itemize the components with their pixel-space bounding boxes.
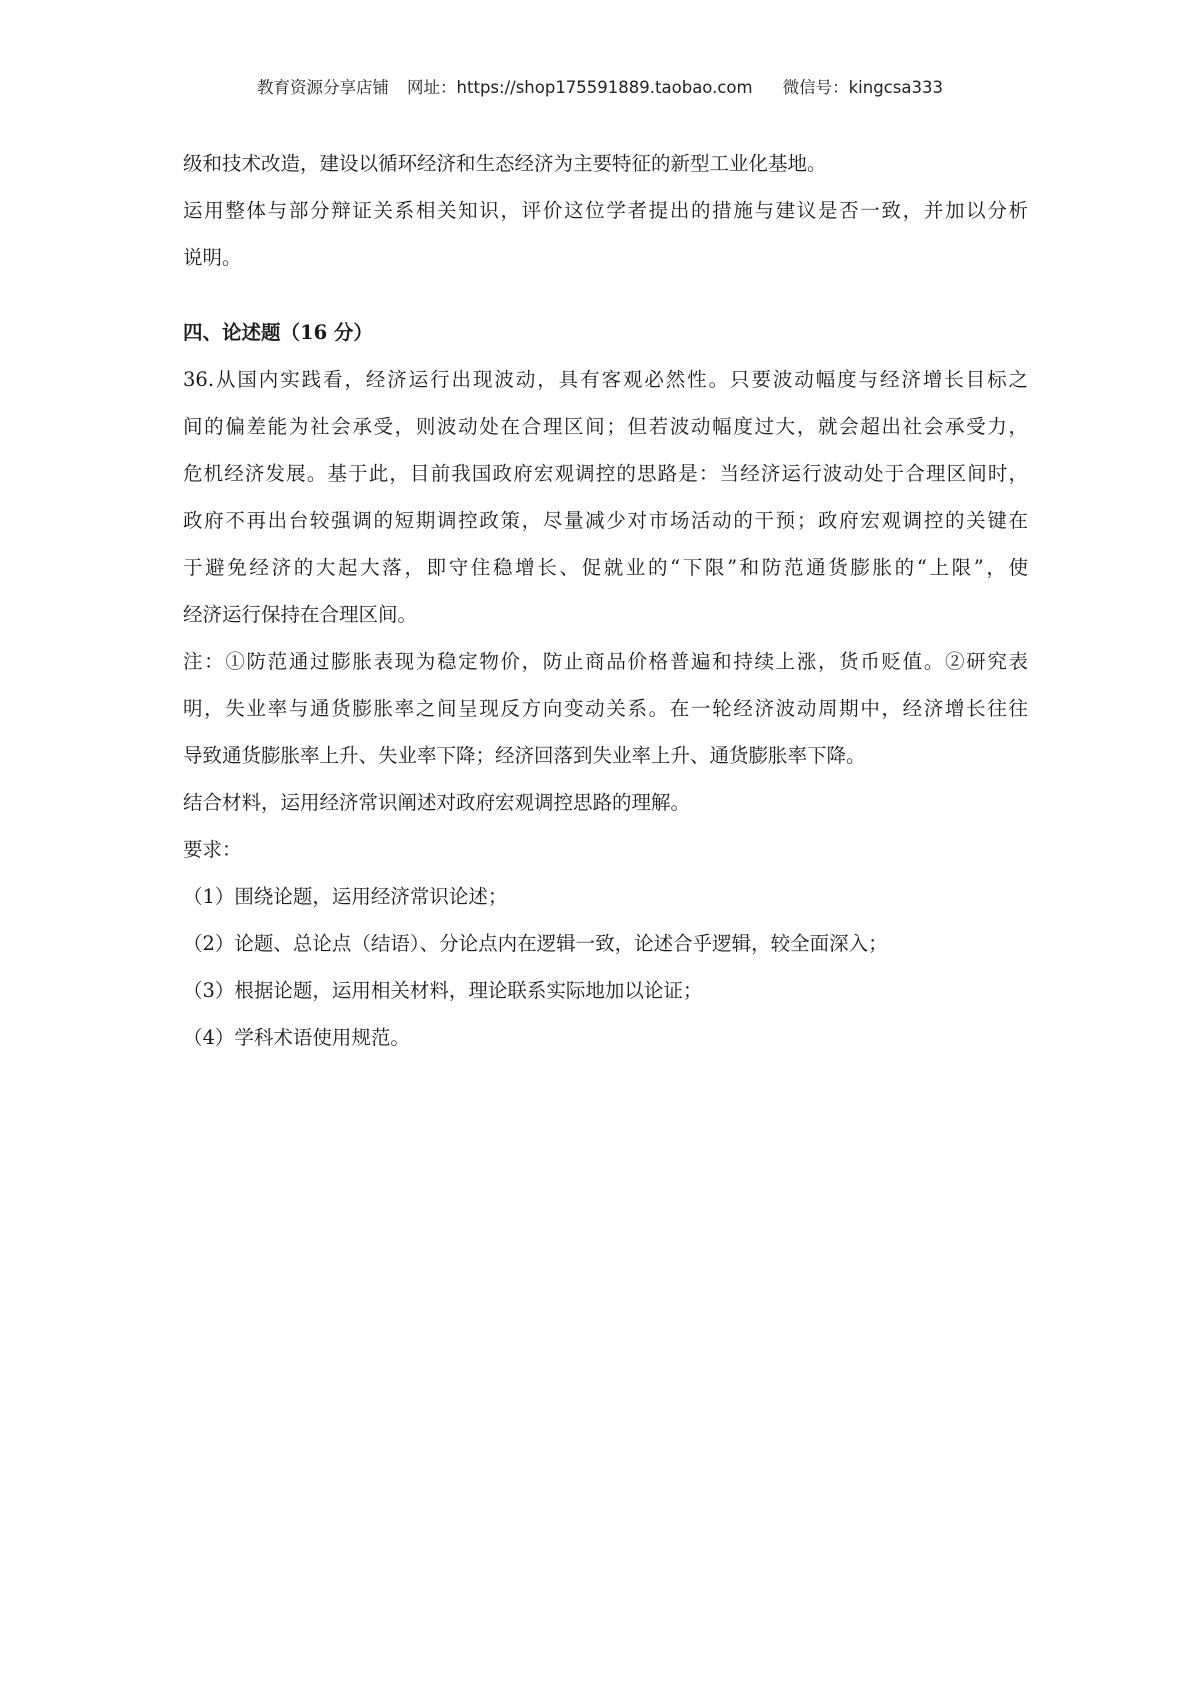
requirements	[183, 826, 1028, 1061]
header-url: 网址：https://shop175591889.taobao.com	[407, 78, 753, 97]
previous-question	[183, 187, 1028, 281]
text-line: 36.从国内实践看，经济运行出现波动，具有客观必然性。只要波动幅度与经济增长目标之	[183, 368, 1028, 391]
document-body	[183, 140, 1028, 1061]
text-line: 间的偏差能为社会承受，则波动处在合理区间；但若波动幅度过大，就会超出社会承受力，	[183, 415, 1028, 438]
requirement-item: （2）论题、总论点（结语）、分论点内在逻辑一致，论述合乎逻辑，较全面深入；	[183, 932, 888, 955]
text-line: 导致通货膨胀率上升、失业率下降；经济回落到失业率上升、通货膨胀率下降。	[183, 744, 866, 767]
note	[183, 638, 1028, 779]
text-line: 注：①防范通过膨胀表现为稳定物价，防止商品价格普遍和持续上涨，货币贬值。②研究表	[183, 650, 1028, 673]
requirements-label: 要求：	[183, 838, 242, 861]
header-wechat: 微信号：kingcsa333	[782, 78, 943, 97]
text-line: 危机经济发展。基于此，目前我国政府宏观调控的思路是：当经济运行波动处于合理区间时，	[183, 462, 1028, 485]
previous-paragraph	[183, 140, 1028, 187]
text-line: 于避免经济的大起大落，即守住稳增长、促就业的“下限”和防范通货膨胀的“上限”，使	[183, 556, 1028, 579]
requirement-item: （1）围绕论题，运用经济常识论述；	[183, 885, 508, 908]
text-line: 运用整体与部分辩证关系相关知识，评价这位学者提出的措施与建议是否一致，并加以分析	[183, 199, 1028, 222]
section-title: 四、论述题（16 分）	[183, 321, 373, 344]
question-36	[183, 356, 1028, 638]
text-line: 级和技术改造，建设以循环经济和生态经济为主要特征的新型工业化基地。	[183, 152, 827, 175]
text-line: 政府不再出台较强调的短期调控政策，尽量减少对市场活动的干预；政府宏观调控的关键在	[183, 509, 1028, 532]
requirement-item: （3）根据论题，运用相关材料，理论联系实际地加以论证；	[183, 979, 703, 1002]
header-shop: 教育资源分享店铺	[257, 78, 390, 97]
page-header	[0, 74, 1200, 98]
requirement-item: （4）学科术语使用规范。	[183, 1026, 410, 1049]
text-line: 说明。	[183, 246, 242, 269]
text-line: 明，失业率与通货膨胀率之间呈现反方向变动关系。在一轮经济波动周期中，经济增长往往	[183, 697, 1028, 720]
text-line: 经济运行保持在合理区间。	[183, 603, 418, 626]
task-statement: 结合材料，运用经济常识阐述对政府宏观调控思路的理解。	[183, 791, 691, 814]
